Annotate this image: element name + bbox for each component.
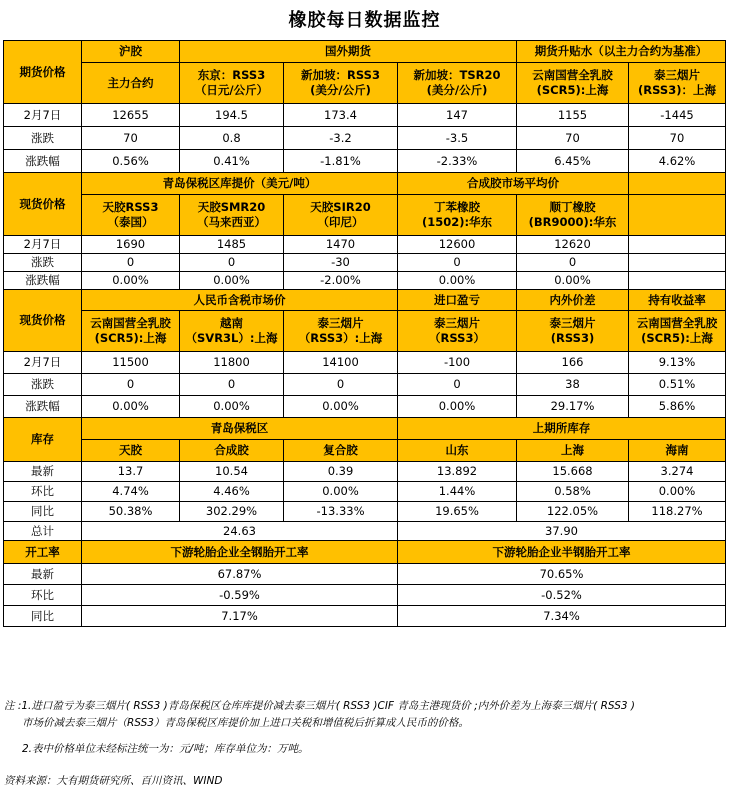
section-utilization: 开工率 bbox=[4, 541, 82, 564]
data-source: 资料来源：大有期货研究所、百川资讯、WIND bbox=[4, 775, 223, 787]
group-hujiao: 沪胶 bbox=[82, 41, 180, 63]
group-import-profit: 进口盈亏 bbox=[398, 290, 517, 311]
col-rmb-rss3: 泰三烟片 （RSS3）:上海 bbox=[284, 311, 398, 352]
empty-header-cell bbox=[629, 195, 726, 236]
table-row: 2月7日 1690 1485 1470 12600 12620 bbox=[4, 236, 726, 254]
col-spread-rss3: 泰三烟片 (RSS3) bbox=[517, 311, 629, 352]
table-row: 涨跌幅 0.00% 0.00% -2.00% 0.00% 0.00% bbox=[4, 272, 726, 290]
table-row: 2月7日 12655 194.5 173.4 147 1155 -1445 bbox=[4, 104, 726, 127]
table-row: 环比 4.74% 4.46% 0.00% 1.44% 0.58% 0.00% bbox=[4, 482, 726, 502]
col-sgx-tsr20: 新加坡：TSR20 (美分/公斤) bbox=[398, 63, 517, 104]
col-tokyo-rss3: 东京：RSS3 （日元/公斤） bbox=[180, 63, 284, 104]
col-sir20-indonesia: 天胶SIR20 （印尼） bbox=[284, 195, 398, 236]
page-title: 橡胶每日数据监控 bbox=[288, 10, 441, 31]
table-row: 涨跌 0 0 0 0 38 0.51% bbox=[4, 374, 726, 396]
table-row: 涨跌幅 0.00% 0.00% 0.00% 0.00% 29.17% 5.86% bbox=[4, 396, 726, 418]
note-1-continued: 市场价减去泰三烟片（RSS3）青岛保税区库提价加上进口关税和增值税后折算成人民币的价格。 bbox=[22, 717, 469, 729]
empty-header-cell bbox=[629, 173, 726, 195]
col-semisteel-utilization: 下游轮胎企业半钢胎开工率 bbox=[398, 541, 726, 564]
section-spot-2: 现货价格 bbox=[4, 290, 82, 352]
total-qingdao: 24.63 bbox=[82, 522, 398, 541]
group-carry-yield: 持有收益率 bbox=[629, 290, 726, 311]
table-row: 涨跌 70 0.8 -3.2 -3.5 70 70 bbox=[4, 127, 726, 150]
col-rmb-scr5: 云南国营全乳胶 (SCR5):上海 bbox=[82, 311, 180, 352]
table-row-total: 总计 24.63 37.90 bbox=[4, 522, 726, 541]
col-sgx-rss3: 新加坡：RSS3 (美分/公斤) bbox=[284, 63, 398, 104]
col-smr20-malaysia: 天胶SMR20 （马来西亚） bbox=[180, 195, 284, 236]
group-shfe-inventory: 上期所库存 bbox=[398, 418, 726, 440]
table-row: 涨跌幅 0.56% 0.41% -1.81% -2.33% 6.45% 4.62% bbox=[4, 150, 726, 173]
total-shfe: 37.90 bbox=[398, 522, 726, 541]
col-allsteel-utilization: 下游轮胎企业全钢胎开工率 bbox=[82, 541, 398, 564]
footnotes bbox=[4, 698, 726, 790]
group-rmb-market-price: 人民币含税市场价 bbox=[82, 290, 398, 311]
section-spot-1: 现货价格 bbox=[4, 173, 82, 236]
section-futures: 期货价格 bbox=[4, 41, 82, 104]
rubber-monitor-table bbox=[3, 40, 726, 627]
col-hainan: 海南 bbox=[629, 440, 726, 462]
group-qingdao-bonded: 青岛保税区 bbox=[82, 418, 398, 440]
col-compound-rubber: 复合胶 bbox=[284, 440, 398, 462]
table-row: 2月7日 11500 11800 14100 -100 166 9.13% bbox=[4, 352, 726, 374]
col-rmb-svr3l: 越南 （SVR3L）:上海 bbox=[180, 311, 284, 352]
table-row: 涨跌 0 0 -30 0 0 bbox=[4, 254, 726, 272]
table-row: 最新 13.7 10.54 0.39 13.892 15.668 3.274 bbox=[4, 462, 726, 482]
group-futures-basis: 期货升贴水（以主力合约为基准） bbox=[517, 41, 726, 63]
group-synthetic-avg-price: 合成胶市场平均价 bbox=[398, 173, 629, 195]
col-import-rss3: 泰三烟片 （RSS3） bbox=[398, 311, 517, 352]
col-basis-rss3: 泰三烟片 (RSS3)：上海 bbox=[629, 63, 726, 104]
table-row: 同比 7.17% 7.34% bbox=[4, 606, 726, 627]
col-natural-rubber: 天胶 bbox=[82, 440, 180, 462]
group-foreign-futures: 国外期货 bbox=[180, 41, 517, 63]
group-spread: 内外价差 bbox=[517, 290, 629, 311]
section-inventory: 库存 bbox=[4, 418, 82, 462]
group-qingdao-bonded-price: 青岛保税区库提价（美元/吨） bbox=[82, 173, 398, 195]
col-sbr-1502: 丁苯橡胶 (1502):华东 bbox=[398, 195, 517, 236]
col-basis-scr5: 云南国营全乳胶 (SCR5):上海 bbox=[517, 63, 629, 104]
table-row: 同比 50.38% 302.29% -13.33% 19.65% 122.05% 118.27% bbox=[4, 502, 726, 522]
table-row: 环比 -0.59% -0.52% bbox=[4, 585, 726, 606]
col-br-9000: 顺丁橡胶 (BR9000):华东 bbox=[517, 195, 629, 236]
col-carry-scr5: 云南国营全乳胶 (SCR5):上海 bbox=[629, 311, 726, 352]
col-rss3-thailand: 天胶RSS3 （泰国） bbox=[82, 195, 180, 236]
col-shandong: 山东 bbox=[398, 440, 517, 462]
note-1: 注 :1.进口盈亏为泰三烟片( RSS3 )青岛保税区仓库库提价减去泰三烟片( RSS3 )CIF 青岛主港现货价 ;内外价差为上海泰三烟片( RSS3 ) bbox=[4, 700, 635, 712]
col-main-contract: 主力合约 bbox=[82, 63, 180, 104]
table-row: 最新 67.87% 70.65% bbox=[4, 564, 726, 585]
col-shanghai: 上海 bbox=[517, 440, 629, 462]
col-synthetic-rubber: 合成胶 bbox=[180, 440, 284, 462]
note-2: 2.表中价格单位未经标注统一为：元/吨；库存单位为：万吨。 bbox=[22, 743, 309, 755]
